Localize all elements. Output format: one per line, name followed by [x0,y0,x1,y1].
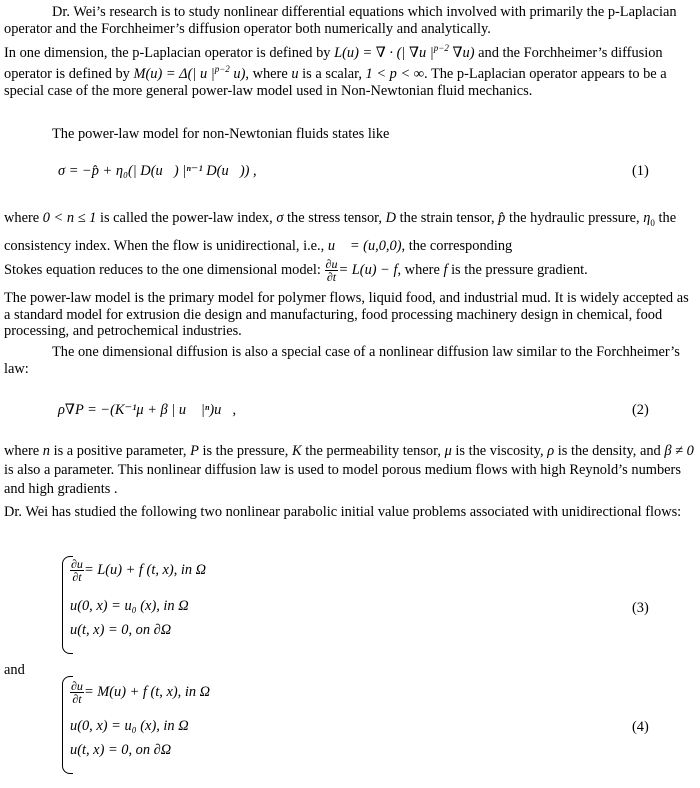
paragraph-diffusion-terms: where n is a positive parameter, P is the pressure, K the permeability tensor, μ is the viscosity, ρ is the density, and β ≠ 0 is also a parameter. This nonlinear diffusion law is used to model porous medium flows with high Reynold’s numbers and high gradients . [4,443,694,497]
equation-2 [0,402,700,422]
stokes-rhs: = L(u) − f [338,261,398,278]
equation-3-line-1: $\frac{\partial u}{\partial t}$ = L(u) + f (t, x), in Ω [71,557,207,584]
paragraph-diffusion-law: The one dimensional diffusion is also a special case of a nonlinear diffusion law similar to the Forchheimer’s law: [4,344,680,377]
equation-2-number: (2) [632,402,649,418]
n-range: 0 < n ≤ 1 [42,210,97,226]
paragraph-power-law-intro: The power-law model for non-Newtonian fluids states like [52,126,390,142]
partial-fraction: $\frac{\partial u}{\partial t}$ [325,257,338,284]
equation-4-line-1: $\frac{\partial u}{\partial t}$ = M(u) + f (t, x), in Ω [71,679,211,706]
equation-4 [62,676,682,776]
text: is a scalar, [302,66,362,83]
equation-4-line-3: u(t, x) = 0, on ∂Ω [70,742,172,758]
equation-4-number: (4) [632,719,649,735]
text: . The p-Laplacian operator appears to be a special case of the more general power-law model used in Non-Newtonian fluid mechanics. [4,66,667,99]
equation-1 [0,163,700,183]
velocity-vector: u⃗ = (u,0,0) [327,237,402,254]
text: , where [245,66,288,83]
connector-and: and [4,662,25,678]
equation-1-number: (1) [632,163,649,179]
equation-2-formula: ρ∇P = −(K⁻¹μ + β | u⃗ |ⁿ)u⃗, [58,402,237,418]
text: and the Forchheimer’s diffusion operator is defined by [4,44,663,83]
paragraph-operators [4,40,696,99]
paragraph-intro: Dr. Wei’s research is to study nonlinear differential equations which involved with primarily the p-Laplacian operator and the Forchheimer’s diffusion operator both numerically and analytically. [4,4,677,37]
equation-3-line-3: u(t, x) = 0, on ∂Ω [70,622,172,638]
equation-3 [62,556,682,656]
equation-4-line-2: u(0, x) = u₀ (x), in Ω [70,718,189,734]
equation-3-number: (3) [632,600,649,616]
equation-1-formula: σ = −p̂ + η₀(| D(u⃗) |ⁿ⁻¹ D(u⃗)) , [58,163,257,179]
p-range: 1 < p < ∞ [365,66,425,83]
forchheimer-formula: M(u) = Δ(| u $|^{p-2}$ u) [133,64,246,83]
equation-3-line-2: u(0, x) = u₀ (x), in Ω [70,598,189,614]
symbol-u: u [291,66,299,83]
paragraph-problems: Dr. Wei has studied the following two nonlinear parabolic initial value problems associated with unidirectional flows: [4,504,682,520]
text: In one dimension, the p-Laplacian operator is defined by [4,44,331,61]
paragraph-stokes: Stokes equation reduces to the one dimensional model: $\frac{\partial u}{\partial t}$ = L(u) − f, where f is the pressure gradient. [4,257,588,284]
paragraph-power-law-terms: where 0 < n ≤ 1 is called the power-law index, σ the stress tensor, D the strain tensor, p̂ the hydraulic pressure, $\eta_0$ the consistency index. When the flow is unidirectional, i.e., u⃗ = (u,0,0), the corresponding [4,210,677,254]
p-laplacian-formula: L(u) = ∇ · (| ∇u $|^{p-2}$ ∇u) [334,43,475,61]
paragraph-applications: The power-law model is the primary model for polymer flows, liquid food, and industrial mud. It is widely accepted as a standard model for extrusion die design and manufacturing, food processing machinery design in chemical, food processing, and petrochemical industries. [4,290,689,339]
